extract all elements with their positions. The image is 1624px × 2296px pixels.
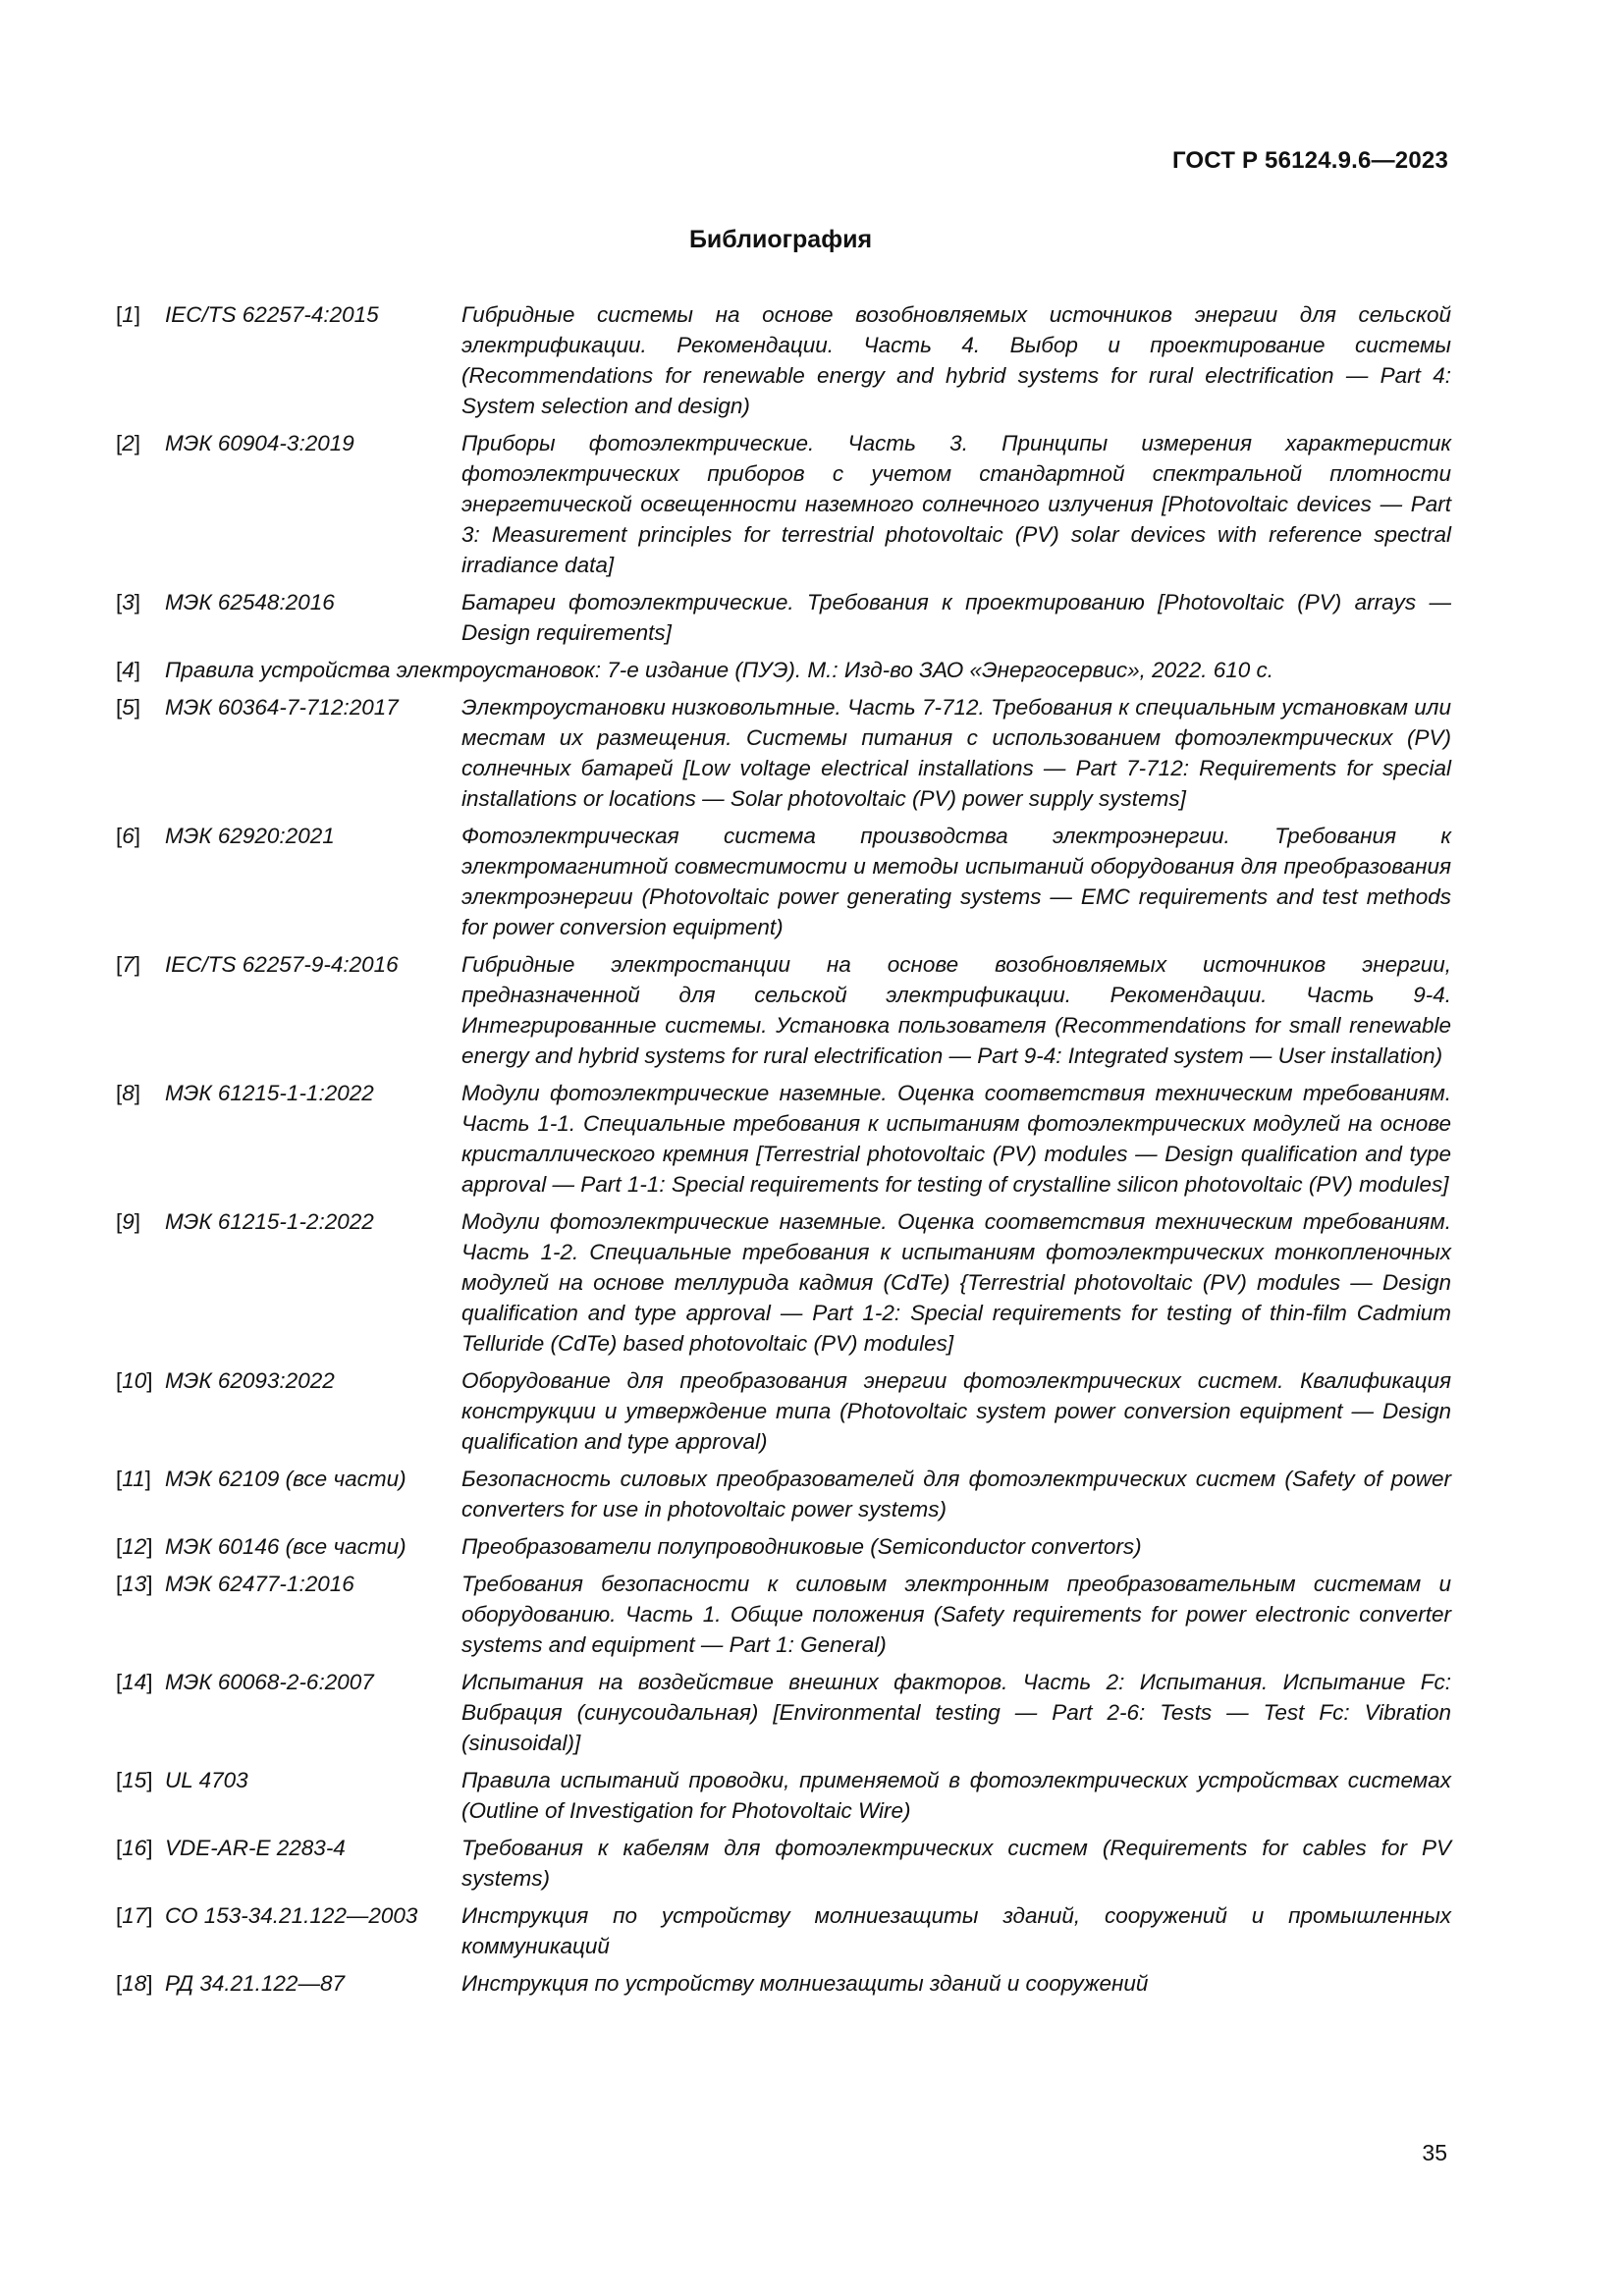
entry-title: Гибридные системы на основе возобновляемых источников энергии для сельской электрификации. Рекомендации. Часть 4. Выбор и проектирование системы (Recommendations for renewable energy and hybrid systems for rural electrification — Part 4: System selection and design): [461, 302, 1451, 418]
bibliography-entry-17: [116, 1900, 1451, 1961]
entry-code: МЭК 60146 (все части): [165, 1534, 406, 1559]
bibliography-entry-1: [116, 299, 1451, 421]
entry-number: [8]: [116, 1081, 141, 1105]
entry-number: [13]: [116, 1572, 153, 1596]
entry-number: [12]: [116, 1534, 153, 1559]
entry-code: МЭК 61215-1-1:2022: [165, 1081, 374, 1105]
bibliography-entry-4: [116, 655, 1451, 685]
entry-title: Гибридные электростанции на основе возобновляемых источников энергии, предназначенной для сельской электрификации. Рекомендации. Часть 9-4. Интегрированные системы. Установка пользователя (Recommendations for small renewable energy and hybrid systems for rural electrification — Part 9-4: Integrated system — User installation): [461, 952, 1451, 1068]
document-code: ГОСТ Р 56124.9.6—2023: [1171, 147, 1448, 174]
entry-code: МЭК 60364-7-712:2017: [165, 695, 399, 720]
entry-number: [5]: [116, 695, 141, 720]
entry-number: [16]: [116, 1836, 153, 1860]
entry-code: МЭК 60068-2-6:2007: [165, 1670, 374, 1694]
entry-code: РД 34.21.122—87: [165, 1971, 345, 1996]
entry-title: Правила испытаний проводки, применяемой в фотоэлектрических устройствах системах (Outline of Investigation for Photovoltaic Wire): [461, 1768, 1451, 1823]
entry-code: МЭК 62109 (все части): [165, 1467, 406, 1491]
bibliography-entry-16: [116, 1833, 1451, 1894]
entry-code: МЭК 62920:2021: [165, 824, 335, 848]
entry-title: Безопасность силовых преобразователей для фотоэлектрических систем (Safety of power converters for use in photovoltaic power systems): [461, 1467, 1451, 1522]
entry-title: Преобразователи полупроводниковые (Semiconductor convertors): [461, 1534, 1142, 1559]
entry-number: [3]: [116, 590, 141, 614]
entry-number: [11]: [116, 1467, 151, 1491]
bibliography-list: [116, 299, 1451, 2005]
entry-number: [14]: [116, 1670, 153, 1694]
entry-code: VDE-AR-E 2283-4: [165, 1836, 346, 1860]
entry-title: Модули фотоэлектрические наземные. Оценка соответствия техническим требованиям. Часть 1-2. Специальные требования к испытаниям фотоэлектрических тонкопленочных модулей на основе теллурида кадмия (CdTe) {Terrestrial photovoltaic (PV) modules — Design qualification and type approval — Part 1-2: Special requirements for testing of thin-film Cadmium Telluride (CdTe) based photovoltaic (PV) modules]: [461, 1209, 1451, 1356]
entry-code: МЭК 60904-3:2019: [165, 431, 354, 455]
entry-code: IEC/TS 62257-9-4:2016: [165, 952, 399, 977]
bibliography-entry-14: [116, 1667, 1451, 1758]
entry-title: Приборы фотоэлектрические. Часть 3. Принципы измерения характеристик фотоэлектрических приборов с учетом стандартной спектральной плотности энергетической освещенности наземного солнечного излучения [Photovoltaic devices — Part 3: Measurement principles for terrestrial photovoltaic (PV) solar devices with reference spectral irradiance data]: [461, 431, 1451, 577]
bibliography-entry-12: [116, 1531, 1451, 1562]
bibliography-entry-18: [116, 1968, 1451, 1999]
entry-title: Батареи фотоэлектрические. Требования к проектированию [Photovoltaic (PV) arrays — Design requirements]: [461, 590, 1451, 645]
bibliography-entry-3: [116, 587, 1451, 648]
bibliography-entry-11: [116, 1464, 1451, 1524]
bibliography-entry-9: [116, 1206, 1451, 1359]
entry-code: МЭК 62477-1:2016: [165, 1572, 354, 1596]
entry-number: [2]: [116, 431, 141, 455]
bibliography-entry-13: [116, 1569, 1451, 1660]
entry-title: Электроустановки низковольтные. Часть 7-712. Требования к специальным установкам или местам их размещения. Системы питания с использованием фотоэлектрических (PV) солнечных батарей [Low voltage electrical installations — Part 7-712: Requirements for special installations or locations — Solar photovoltaic (PV) power supply systems]: [461, 695, 1451, 811]
entry-title: Инструкция по устройству молниезащиты зданий и сооружений: [461, 1971, 1149, 1996]
page-number: 35: [1422, 2140, 1447, 2165]
bibliography-entry-2: [116, 428, 1451, 580]
bibliography-entry-6: [116, 821, 1451, 942]
entry-number: [17]: [116, 1903, 153, 1928]
bibliography-entry-7: [116, 949, 1451, 1071]
entry-number: [6]: [116, 824, 141, 848]
bibliography-entry-10: [116, 1365, 1451, 1457]
section-title: Библиография: [688, 226, 873, 253]
entry-code: МЭК 61215-1-2:2022: [165, 1209, 374, 1234]
entry-number: [18]: [116, 1971, 153, 1996]
entry-number: [4]: [116, 658, 141, 682]
entry-code: IEC/TS 62257-4:2015: [165, 302, 379, 327]
bibliography-entry-15: [116, 1765, 1451, 1826]
entry-code: UL 4703: [165, 1768, 248, 1792]
entry-title: Требования к кабелям для фотоэлектрических систем (Requirements for cables for PV systems): [461, 1836, 1451, 1891]
entry-number: [1]: [116, 302, 141, 327]
entry-title: Требования безопасности к силовым электронным преобразовательным системам и оборудованию. Часть 1. Общие положения (Safety requirements for power electronic converter systems and equipment — Part 1: General): [461, 1572, 1451, 1657]
entry-title: Фотоэлектрическая система производства электроэнергии. Требования к электромагнитной совместимости и методы испытаний оборудования для преобразования электроэнергии (Photovoltaic power generating systems — EMC requirements and test methods for power conversion equipment): [461, 824, 1451, 939]
entry-code: МЭК 62093:2022: [165, 1368, 335, 1393]
entry-title: Правила устройства электроустановок: 7-е издание (ПУЭ). М.: Изд-во ЗАО «Энергосервис», 2022. 610 с.: [165, 658, 1274, 682]
entry-code: МЭК 62548:2016: [165, 590, 335, 614]
entry-title: Инструкция по устройству молниезащиты зданий, сооружений и промышленных коммуникаций: [461, 1903, 1451, 1958]
bibliography-entry-8: [116, 1078, 1451, 1200]
entry-number: [9]: [116, 1209, 141, 1234]
entry-number: [7]: [116, 952, 141, 977]
entry-title: Оборудование для преобразования энергии фотоэлектрических систем. Квалификация конструкции и утверждение типа (Photovoltaic system power conversion equipment — Design qualification and type approval): [461, 1368, 1451, 1454]
entry-number: [15]: [116, 1768, 153, 1792]
entry-code: СО 153-34.21.122—2003: [165, 1903, 418, 1928]
entry-title: Испытания на воздействие внешних факторов. Часть 2: Испытания. Испытание Fc: Вибрация (синусоидальная) [Environmental testing — Part 2-6: Tests — Test Fc: Vibration (sinusoidal)]: [461, 1670, 1451, 1755]
bibliography-entry-5: [116, 692, 1451, 814]
entry-number: [10]: [116, 1368, 153, 1393]
entry-title: Модули фотоэлектрические наземные. Оценка соответствия техническим требованиям. Часть 1-1. Специальные требования к испытаниям фотоэлектрических модулей на основе кристаллического кремния [Terrestrial photovoltaic (PV) modules — Design qualification and type approval — Part 1-1: Special requirements for testing of crystalline silicon photovoltaic (PV) modules]: [461, 1081, 1451, 1197]
